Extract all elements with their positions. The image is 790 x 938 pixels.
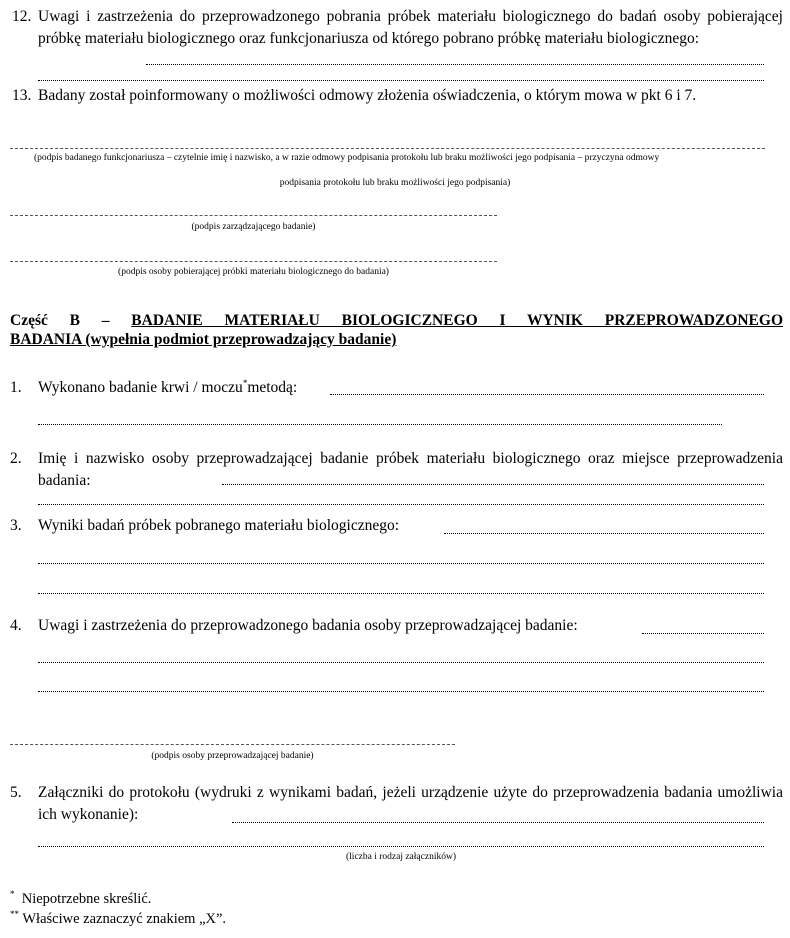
b5-text: Załączniki do protokołu (wydruki z wynikami badań, jeżeli urządzenie użyte do przeprowadzenia badania umożliwia ich wykonanie): bbox=[38, 784, 783, 823]
b5-caption: (liczba i rodzaj załączników) bbox=[346, 852, 456, 862]
b5-answer-line-1[interactable] bbox=[232, 822, 764, 823]
footnote-2-mark: ** bbox=[10, 909, 19, 920]
part-b-prefix: Część B – bbox=[10, 312, 132, 329]
b4-answer-line-2[interactable] bbox=[38, 662, 764, 663]
b1-suffix: metodą: bbox=[247, 379, 298, 396]
b3-answer-line-2[interactable] bbox=[38, 563, 764, 564]
collector-signature-line[interactable] bbox=[10, 261, 497, 262]
b3-answer-line-3[interactable] bbox=[38, 593, 764, 594]
b3-answer-line-1[interactable] bbox=[444, 533, 764, 534]
b1-label: Wykonano badanie krwi / moczu bbox=[38, 379, 243, 396]
footnote-2-text: Właściwe zaznaczyć znakiem „X”. bbox=[22, 911, 227, 927]
b1-method-field-2[interactable] bbox=[38, 424, 722, 425]
part-b-title-2: BADANIA (wypełnia podmiot przeprowadzający badanie) bbox=[10, 331, 397, 348]
item-12-text bbox=[38, 6, 783, 50]
b1-footnote-mark: * bbox=[242, 377, 248, 388]
footnote-1 bbox=[10, 889, 151, 909]
b4-answer-line-3[interactable] bbox=[38, 691, 764, 692]
b2-number: 2. bbox=[10, 450, 22, 467]
tester-signature-line[interactable] bbox=[10, 744, 455, 745]
b5-number: 5. bbox=[10, 784, 22, 801]
b4-text: Uwagi i zastrzeżenia do przeprowadzonego badania osoby przeprowadzającej badanie: bbox=[38, 617, 578, 634]
part-b-title-1: BADANIE MATERIAŁU BIOLOGICZNEGO I WYNIK PRZEPROWADZONEGO bbox=[131, 312, 784, 329]
ordering-signature-line[interactable] bbox=[10, 215, 497, 216]
footnote-2 bbox=[10, 909, 226, 929]
b2-answer-line-1[interactable] bbox=[222, 484, 764, 485]
part-b-heading bbox=[10, 311, 783, 330]
b2-text: Imię i nazwisko osoby przeprowadzającej badanie próbek materiału biologicznego oraz miejsce przeprowadzenia badania: bbox=[38, 450, 783, 489]
b4-answer-line-1[interactable] bbox=[642, 633, 764, 634]
item-12-label: Uwagi i zastrzeżenia do przeprowadzonego pobrania próbek materiału biologicznego do badań osoby pobierającej próbkę materiału biologicznego oraz funkcjonariusza od którego pobrano próbkę materiału biologicznego: bbox=[38, 8, 783, 47]
item-12-answer-line-1[interactable] bbox=[146, 64, 764, 65]
footnote-1-text: Niepotrzebne skreślić. bbox=[21, 891, 152, 907]
b5-answer-line-2[interactable] bbox=[38, 846, 764, 847]
b2-answer-line-2[interactable] bbox=[38, 504, 764, 505]
item-13-number: 13. bbox=[12, 87, 32, 104]
item-12-answer-line-2[interactable] bbox=[38, 80, 764, 81]
b3-text: Wyniki badań próbek pobranego materiału biologicznego: bbox=[38, 517, 400, 534]
ordering-signature-caption: (podpis zarządzającego badanie) bbox=[191, 222, 316, 232]
b3-number: 3. bbox=[10, 517, 22, 534]
footnote-1-mark: * bbox=[10, 889, 15, 900]
b1-number: 1. bbox=[10, 379, 22, 396]
b1-text bbox=[38, 377, 297, 399]
b4-number: 4. bbox=[10, 617, 22, 634]
item-12-number: 12. bbox=[12, 8, 32, 25]
examined-signature-caption-1: (podpis badanego funkcjonariusza – czytelnie imię i nazwisko, a w razie odmowy podpisania protokołu lub braku możliwości jego podpisania – przyczyna odmowy bbox=[34, 153, 660, 163]
examined-signature-line[interactable] bbox=[10, 148, 765, 149]
examined-signature-caption-2: podpisania protokołu lub braku możliwości jego podpisania) bbox=[279, 178, 511, 188]
collector-signature-caption: (podpis osoby pobierającej próbki materiału biologicznego do badania) bbox=[118, 267, 389, 277]
tester-signature-caption: (podpis osoby przeprowadzającej badanie) bbox=[151, 751, 314, 761]
b1-method-field[interactable] bbox=[330, 394, 764, 395]
item-13-text: Badany został poinformowany o możliwości odmowy złożenia oświadczenia, o którym mowa w pkt 6 i 7. bbox=[38, 87, 697, 104]
